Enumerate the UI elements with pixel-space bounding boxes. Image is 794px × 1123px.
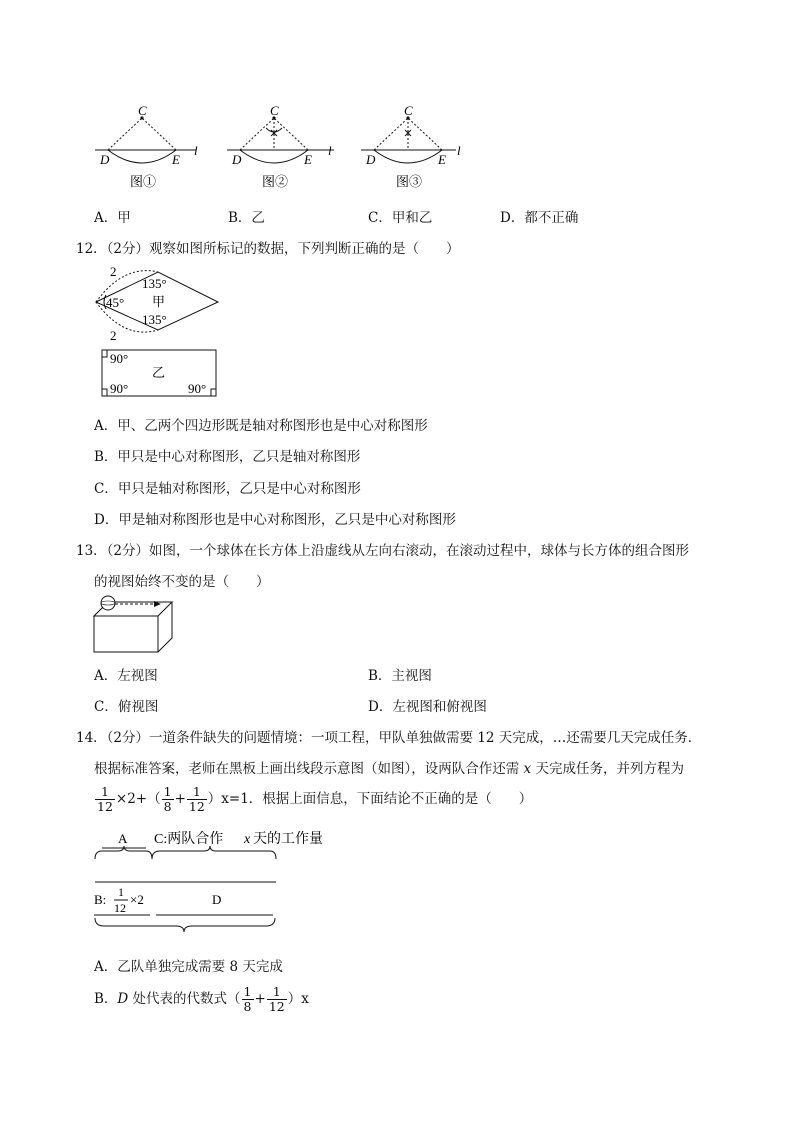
b-denominator: 12 — [114, 901, 126, 915]
label-e: E — [304, 152, 312, 167]
q14-equation — [94, 784, 532, 814]
q14-option-b-post: ）x — [287, 991, 309, 1007]
label-d: D — [232, 152, 242, 167]
segment-diagram — [90, 826, 330, 938]
denominator: 12 — [97, 799, 113, 814]
figure-2-drawing — [222, 100, 347, 195]
label-b: B: — [94, 892, 107, 907]
side-bottom: 2 — [110, 328, 117, 343]
label-c: C — [138, 103, 147, 118]
kite-drawing — [88, 264, 228, 346]
q14-option-b-var: D — [117, 991, 129, 1007]
fraction-1-8-b — [242, 985, 254, 1014]
q12-option-d: D．甲是轴对称图形也是中心对称图形，乙只是中心对称图形 — [94, 512, 456, 528]
rectangle-drawing — [98, 348, 222, 400]
label-l: l — [457, 143, 461, 158]
figure-1 — [90, 100, 210, 195]
side-top: 2 — [110, 264, 117, 279]
q13-option-d: D．左视图和俯视图 — [368, 699, 487, 715]
q14-stem-1a: 14．（2分）一道条件缺失的问题情境：一项工程，甲队单独做需要 — [76, 730, 478, 746]
figure-3 — [356, 100, 481, 195]
angle-top: 135° — [142, 276, 167, 291]
label-l: l — [328, 143, 332, 158]
angle-tl: 90° — [110, 351, 129, 366]
fraction-1-8 — [162, 785, 174, 814]
q14-option-b-mid: 处代表的代数式（ — [128, 991, 241, 1007]
numerator: 1 — [95, 785, 115, 800]
b-times: ×2 — [130, 892, 144, 907]
eq-plus: + — [174, 791, 186, 807]
q13-stem-line1: 13．（2分）如图，一个球体在长方体上沿虚线从左向右滚动，在滚动过程中，球体与长方体的组合图形 — [76, 543, 690, 559]
q14-stem-line2 — [94, 757, 684, 777]
numerator: 1 — [187, 785, 207, 800]
numerator: 1 — [243, 984, 252, 999]
denominator: 8 — [243, 999, 252, 1014]
figure-1-drawing — [90, 100, 210, 195]
label-c-var: x — [244, 832, 251, 847]
label-d: D — [100, 152, 110, 167]
caption-1: 图① — [130, 174, 157, 189]
fraction-1-12-b — [187, 785, 207, 814]
fraction-1-12 — [95, 785, 115, 814]
q11-option-b: B．乙 — [228, 210, 265, 226]
box-and-ball-drawing — [90, 594, 200, 658]
q13-stem-line2: 的视图始终不变的是（ ） — [94, 574, 270, 590]
q12-option-b: B．甲只是中心对称图形，乙只是轴对称图形 — [94, 449, 361, 465]
numerator: 1 — [267, 985, 287, 1000]
q13-figure — [90, 594, 200, 658]
q14-stem-1b: 天完成，…还需要几天完成任务． — [494, 730, 702, 746]
denominator: 8 — [163, 799, 172, 814]
label-e: E — [172, 152, 180, 167]
jia-label: 甲 — [152, 294, 166, 309]
angle-bl: 90° — [110, 381, 129, 396]
q14-option-b-prefix: B． — [94, 991, 118, 1007]
eq-part-1: ×2+（ — [115, 791, 161, 807]
q14-stem-2b: 天完成任务，并列方程为 — [531, 761, 684, 777]
q14-line-diagram — [90, 826, 330, 938]
q12-figure-jia — [88, 264, 228, 346]
angle-left: 45° — [106, 295, 125, 310]
q14-stem-2-var: x — [523, 761, 532, 777]
q11-option-d: D．都不正确 — [500, 210, 579, 226]
label-a: A — [118, 831, 128, 846]
q12-option-a: A．甲、乙两个四边形既是轴对称图形也是中心对称图形 — [94, 418, 428, 434]
label-d-seg: D — [212, 892, 222, 907]
label-c: C — [270, 103, 279, 118]
figure-3-drawing — [356, 100, 481, 195]
q13-option-b: B．主视图 — [368, 668, 432, 684]
q14-option-b — [94, 984, 309, 1014]
caption-2: 图② — [262, 174, 289, 189]
q14-stem-1-num: 12 — [477, 730, 495, 746]
q12-option-c: C．甲只是轴对称图形，乙只是中心对称图形 — [94, 481, 361, 497]
label-c-prefix: C:两队合作 — [154, 832, 224, 847]
angle-br: 90° — [188, 381, 207, 396]
yi-label: 乙 — [152, 365, 166, 380]
denominator: 12 — [268, 999, 285, 1014]
q14-stem-line1 — [76, 726, 701, 746]
q12-figure-yi — [98, 348, 222, 400]
q14-stem-2a: 根据标准答案，老师在黑板上画出线段示意图（如图），设两队合作还需 — [94, 761, 524, 777]
q12-stem: 12．（2分）观察如图所标记的数据，下列判断正确的是（ ） — [76, 241, 460, 257]
q11-option-a: A．甲 — [94, 210, 131, 226]
figure-2 — [222, 100, 347, 195]
q14-option-a: A．乙队单独完成需要 8 天完成 — [94, 959, 283, 975]
q14-option-b-plus: + — [254, 991, 266, 1007]
label-c: C — [404, 103, 413, 118]
label-d: D — [366, 152, 376, 167]
q13-option-c: C．俯视图 — [94, 699, 159, 715]
eq-part-2: ）x=1．根据上面信息，下面结论不正确的是（ ） — [207, 791, 533, 807]
fraction-1-12-c — [267, 985, 287, 1014]
caption-3: 图③ — [396, 174, 423, 189]
label-l: l — [194, 143, 198, 158]
denominator: 12 — [188, 799, 205, 814]
q13-option-a: A．左视图 — [94, 668, 158, 684]
b-numerator: 1 — [118, 885, 124, 899]
q11-option-c: C．甲和乙 — [368, 210, 433, 226]
numerator: 1 — [163, 784, 172, 799]
label-e: E — [438, 152, 446, 167]
label-c-suffix: 天的工作量 — [253, 832, 323, 847]
angle-bottom: 135° — [142, 312, 167, 327]
